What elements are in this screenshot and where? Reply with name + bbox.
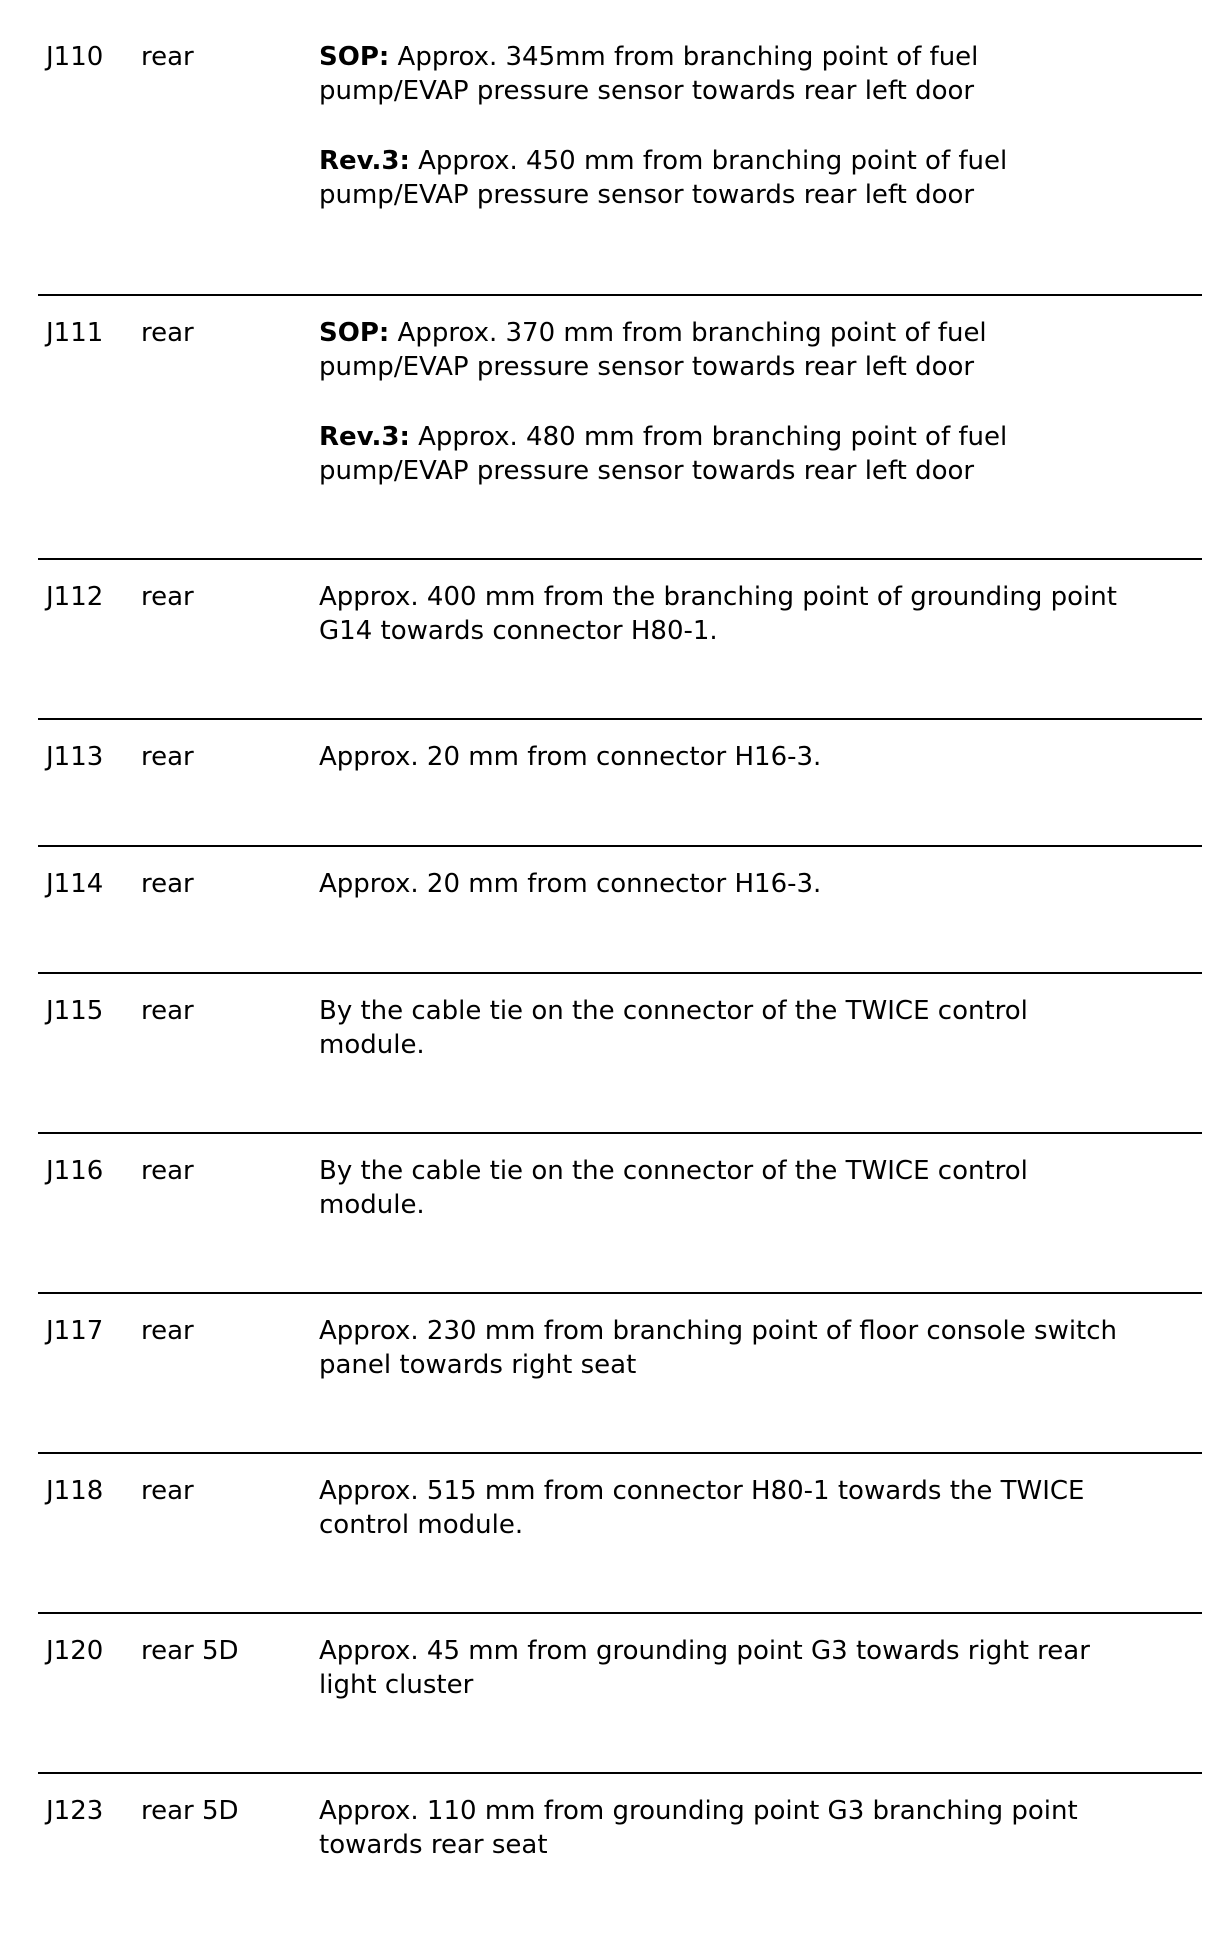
description-paragraph	[319, 1794, 1199, 1862]
splice-id: J112	[46, 582, 104, 612]
splice-id: J111	[46, 318, 104, 348]
description-paragraph	[319, 1154, 1199, 1222]
location: rear	[141, 318, 194, 348]
description	[319, 1634, 1199, 1702]
table-row	[38, 1292, 1202, 1454]
splice-id: J115	[46, 996, 104, 1026]
table-row	[38, 972, 1202, 1134]
description	[319, 1794, 1199, 1862]
description-paragraph	[319, 867, 1199, 901]
description	[319, 867, 1199, 901]
description	[319, 740, 1199, 774]
splice-id: J118	[46, 1476, 104, 1506]
location: rear	[141, 996, 194, 1026]
description	[319, 1154, 1199, 1222]
description-line: control module.	[319, 1510, 524, 1540]
description	[319, 580, 1199, 648]
location: rear	[141, 742, 194, 772]
table-row	[38, 845, 1202, 974]
description-line: By the cable tie on the connector of the TWICE control	[319, 1156, 1028, 1186]
description-line: pump/EVAP pressure sensor towards rear left door	[319, 76, 975, 106]
splice-id: J110	[46, 42, 104, 72]
table-row	[38, 1452, 1202, 1614]
splice-id: J116	[46, 1156, 104, 1186]
description-line: By the cable tie on the connector of the TWICE control	[319, 996, 1028, 1026]
description-line: towards rear seat	[319, 1830, 548, 1860]
table-row	[38, 294, 1202, 560]
description	[319, 994, 1199, 1062]
description-paragraph	[319, 994, 1199, 1062]
description-paragraph	[319, 1474, 1199, 1542]
description-line: Approx. 515 mm from connector H80-1 towards the TWICE	[319, 1476, 1085, 1506]
description-paragraph	[319, 1314, 1199, 1382]
splice-id: J120	[46, 1636, 104, 1666]
description-line: Approx. 45 mm from grounding point G3 towards right rear	[319, 1636, 1090, 1666]
location: rear 5D	[141, 1796, 239, 1826]
description-line: Approx. 20 mm from connector H16-3.	[319, 869, 822, 899]
description	[319, 1474, 1199, 1542]
description-paragraph	[319, 1634, 1199, 1702]
revision-label: Rev.3:	[319, 146, 410, 176]
location: rear	[141, 42, 194, 72]
location: rear	[141, 1156, 194, 1186]
description-paragraph	[319, 40, 1199, 108]
description-line: Approx. 450 mm from branching point of fuel	[418, 146, 1008, 176]
description-line: Approx. 400 mm from the branching point of grounding point	[319, 582, 1117, 612]
description-paragraph	[319, 580, 1199, 648]
splice-id: J123	[46, 1796, 104, 1826]
description-line: Approx. 110 mm from grounding point G3 branching point	[319, 1796, 1078, 1826]
description-line: module.	[319, 1030, 425, 1060]
splice-id: J117	[46, 1316, 104, 1346]
description-line: panel towards right seat	[319, 1350, 637, 1380]
description-line: Approx. 345mm from branching point of fuel	[397, 42, 979, 72]
location: rear	[141, 1476, 194, 1506]
table-row	[38, 1132, 1202, 1294]
description-line: Approx. 230 mm from branching point of floor console switch	[319, 1316, 1118, 1346]
location: rear	[141, 869, 194, 899]
description	[319, 316, 1199, 488]
table-row	[38, 718, 1202, 847]
description-line: Approx. 20 mm from connector H16-3.	[319, 742, 822, 772]
splice-id: J114	[46, 869, 104, 899]
table-row	[38, 1612, 1202, 1774]
table-row	[38, 558, 1202, 720]
description-line: pump/EVAP pressure sensor towards rear left door	[319, 352, 975, 382]
table-row	[38, 20, 1202, 295]
splice-id: J113	[46, 742, 104, 772]
location: rear 5D	[141, 1636, 239, 1666]
description-line: pump/EVAP pressure sensor towards rear left door	[319, 180, 975, 210]
description	[319, 40, 1199, 212]
description-line: module.	[319, 1190, 425, 1220]
description-line: Approx. 370 mm from branching point of fuel	[397, 318, 987, 348]
description	[319, 1314, 1199, 1382]
revision-label: Rev.3:	[319, 422, 410, 452]
description-paragraph	[319, 144, 1199, 212]
description-paragraph	[319, 420, 1199, 488]
revision-label: SOP:	[319, 42, 390, 72]
description-line: Approx. 480 mm from branching point of fuel	[418, 422, 1008, 452]
description-line: light cluster	[319, 1670, 474, 1700]
location: rear	[141, 1316, 194, 1346]
description-paragraph	[319, 740, 1199, 774]
description-line: pump/EVAP pressure sensor towards rear left door	[319, 456, 975, 486]
revision-label: SOP:	[319, 318, 390, 348]
location: rear	[141, 582, 194, 612]
description-line: G14 towards connector H80-1.	[319, 616, 718, 646]
description-paragraph	[319, 316, 1199, 384]
table-row	[38, 1772, 1202, 1934]
